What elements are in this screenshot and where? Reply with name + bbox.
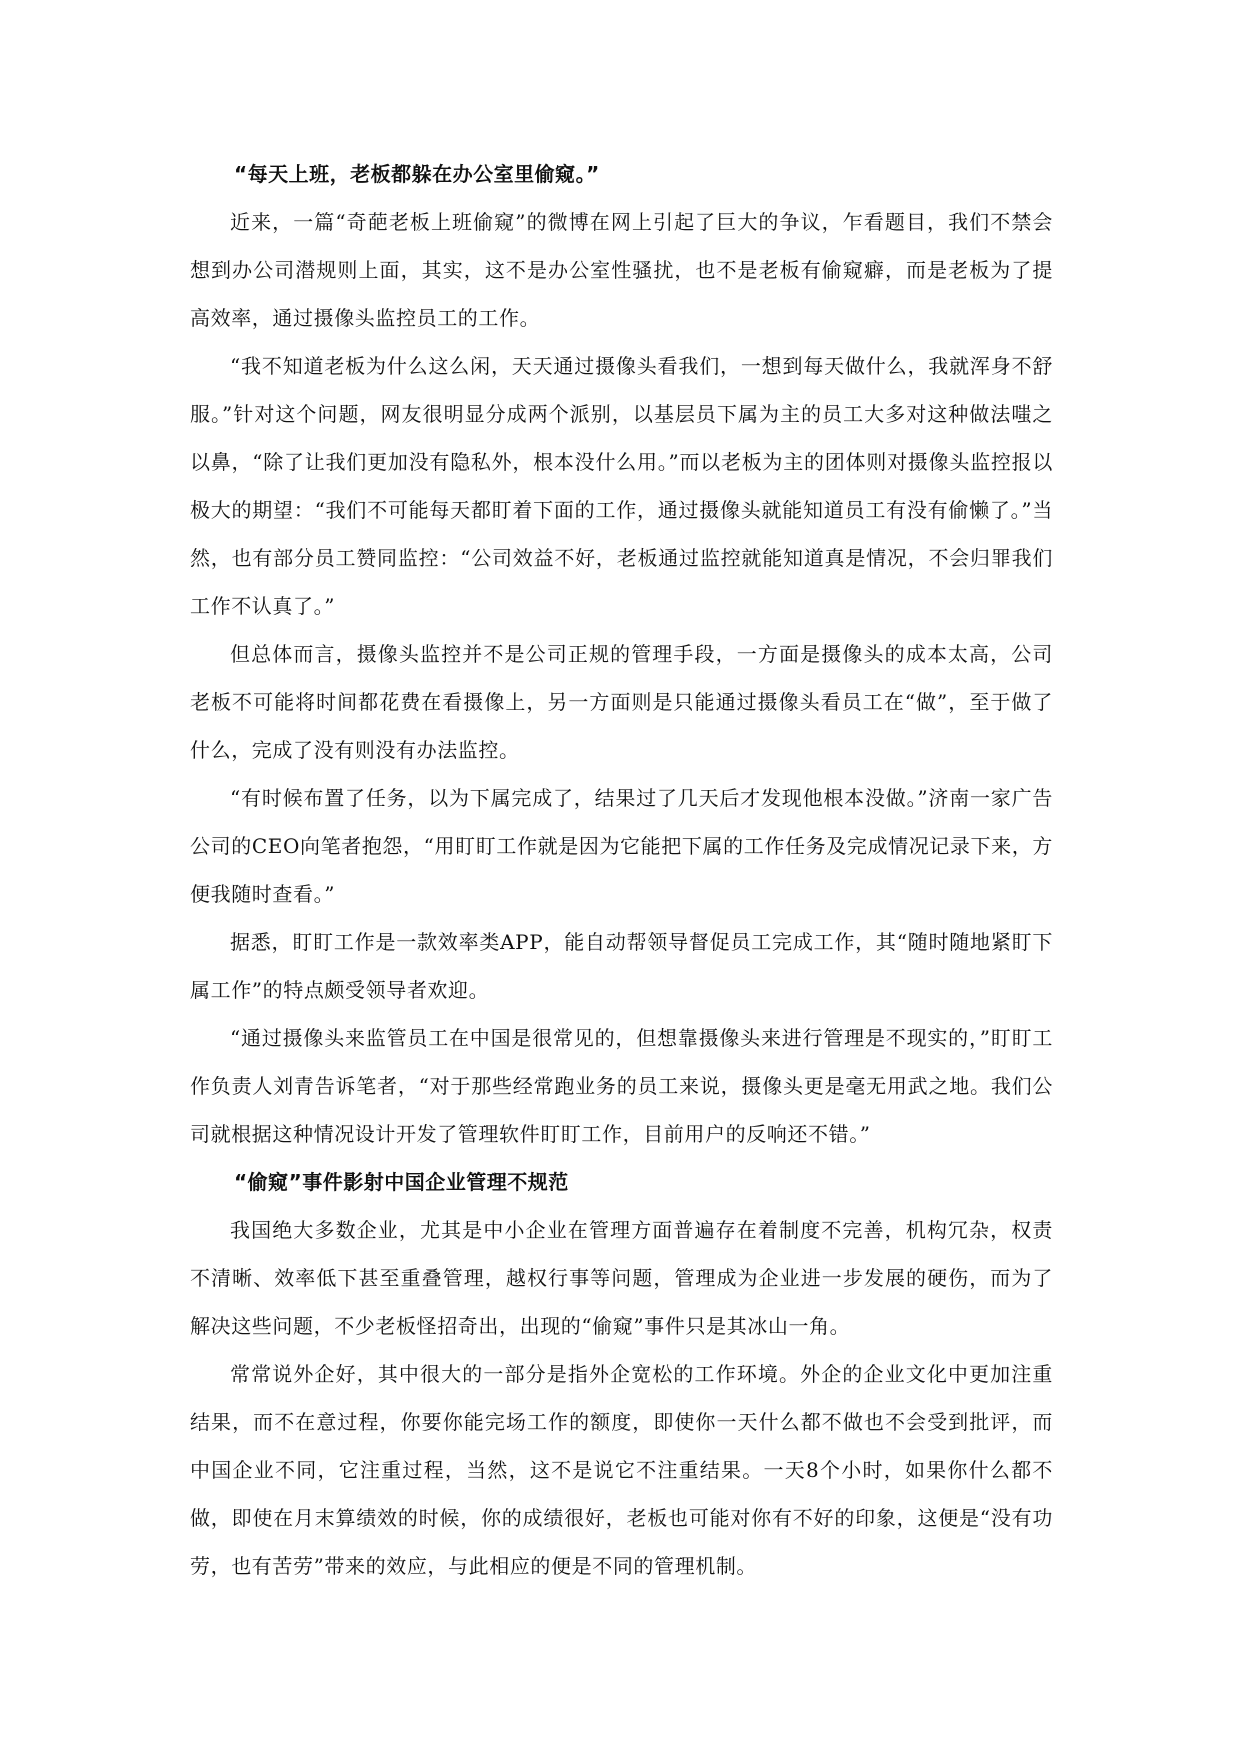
paragraph-7: 我国绝大多数企业，尤其是中小企业在管理方面普遍存在着制度不完善，机构冗杂，权责不清晰、效率低下甚至重叠管理，越权行事等问题，管理成为企业进一步发展的硬伤，而为了解决这些问题，不少老板怪招奇出，出现的“偷窥”事件只是其冰山一角。 [190,1218,1053,1338]
paragraph-5: 据悉，盯盯工作是一款效率类APP，能自动帮领导督促员工完成工作，其“随时随地紧盯下属工作”的特点颇受领导者欢迎。 [190,930,1053,1002]
paragraph-4: “有时候布置了任务，以为下属完成了，结果过了几天后才发现他根本没做。”济南一家广告公司的CEO向笔者抱怨，“用盯盯工作就是因为它能把下属的工作任务及完成情况记录下来，方便我随时查看。” [190,786,1053,906]
paragraph-1: 近来，一篇“奇葩老板上班偷窥”的微博在网上引起了巨大的争议，乍看题目，我们不禁会想到办公司潜规则上面，其实，这不是办公室性骚扰，也不是老板有偷窥癖，而是老板为了提高效率，通过摄像头监控员工的工作。 [190,210,1053,330]
paragraph-8: 常常说外企好，其中很大的一部分是指外企宽松的工作环境。外企的企业文化中更加注重结果，而不在意过程，你要你能完场工作的额度，即使你一天什么都不做也不会受到批评，而中国企业不同，它注重过程，当然，这不是说它不注重结果。一天8个小时，如果你什么都不做，即使在月末算绩效的时候，你的成绩很好，老板也可能对你有不好的印象，这便是“没有功劳，也有苦劳”带来的效应，与此相应的便是不同的管理机制。 [190,1362,1053,1578]
paragraph-6: “通过摄像头来监管员工在中国是很常见的，但想靠摄像头来进行管理是不现实的，”盯盯工作负责人刘青告诉笔者，“对于那些经常跑业务的员工来说，摄像头更是毫无用武之地。我们公司就根据这种情况设计开发了管理软件盯盯工作，目前用户的反响还不错。” [190,1026,1053,1146]
document-page [190,150,1053,1590]
paragraph-3: 但总体而言，摄像头监控并不是公司正规的管理手段，一方面是摄像头的成本太高，公司老板不可能将时间都花费在看摄像上，另一方面则是只能通过摄像头看员工在“做”，至于做了什么，完成了没有则没有办法监控。 [190,642,1053,762]
heading-management-issues: “偷窥”事件影射中国企业管理不规范 [234,1170,569,1194]
paragraph-2: “我不知道老板为什么这么闲，天天通过摄像头看我们，一想到每天做什么，我就浑身不舒服。”针对这个问题，网友很明显分成两个派别，以基层员下属为主的员工大多对这种做法嗤之以鼻，“除了让我们更加没有隐私外，根本没什么用。”而以老板为主的团体则对摄像头监控报以极大的期望：“我们不可能每天都盯着下面的工作，通过摄像头就能知道员工有没有偷懒了。”当然，也有部分员工赞同监控：“公司效益不好，老板通过监控就能知道真是情况，不会归罪我们工作不认真了。” [190,354,1053,618]
heading-peeping-boss: “每天上班，老板都躲在办公室里偷窥。” [234,162,600,186]
